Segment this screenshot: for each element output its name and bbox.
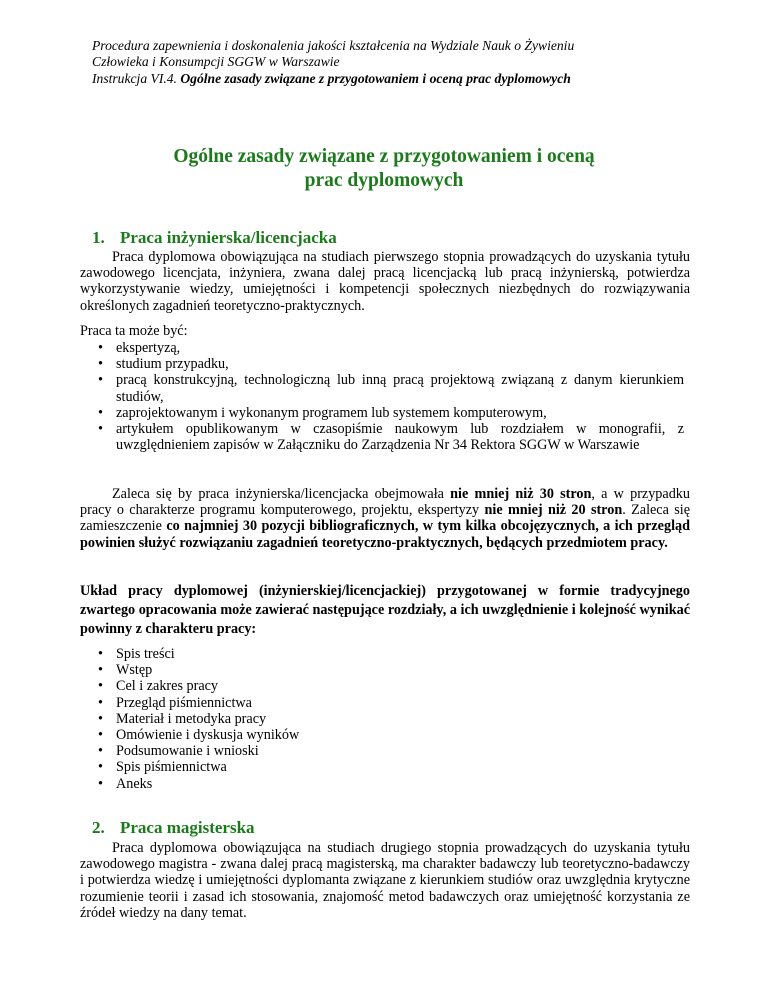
section-2-title: Praca magisterska xyxy=(120,818,255,837)
document-header xyxy=(92,38,712,87)
work-type-item-text: zaprojektowanym i wykonanym programem lub systemem komputerowym, xyxy=(116,404,547,421)
bullet-icon: • xyxy=(98,743,103,760)
chapter-item xyxy=(94,759,684,775)
chapter-item-text: Materiał i metodyka pracy xyxy=(116,710,267,727)
chapter-item xyxy=(94,727,684,743)
rec-bold-2: nie mniej niż 20 stron xyxy=(484,502,623,519)
bullet-icon: • xyxy=(98,662,103,679)
bullet-icon: • xyxy=(98,759,103,776)
chapter-item xyxy=(94,678,684,694)
header-instruction-label: Instrukcja VI.4. xyxy=(92,70,181,86)
rec-bold-3: co najmniej 30 pozycji bibliograficznych, w tym kilka obcojęzycznych, a ich przegląd powinien służyć rozwiązaniu zagadnień teoretyczno-praktycznych, będących przedmiotem pracy. xyxy=(80,518,690,551)
chapter-item-text: Podsumowanie i wnioski xyxy=(116,743,259,760)
bullet-icon: • xyxy=(98,646,103,662)
chapter-item-text: Omówienie i dyskusja wyników xyxy=(116,727,300,744)
title-line-2: prac dyplomowych xyxy=(304,170,464,191)
chapter-item xyxy=(94,695,684,711)
layout-paragraph: Układ pracy dyplomowej (inżynierskiej/licencjackiej) przygotowanej w formie tradycyjnego zwartego opracowania może zawierać następujące rozdziały, a ich uwzględnienie i kolejność wynikać powinny z charakteru pracy: xyxy=(80,583,690,637)
bullet-icon: • xyxy=(98,694,103,711)
section-1-number: 1. xyxy=(92,228,105,247)
work-type-item xyxy=(94,372,684,404)
header-instruction-title: Ogólne zasady związane z przygotowaniem i oceną prac dyplomowych xyxy=(180,70,571,86)
chapter-item xyxy=(94,646,684,662)
header-line-3 xyxy=(92,71,712,87)
section-1-title: Praca inżynierska/licencjacka xyxy=(120,228,337,247)
work-type-item xyxy=(94,405,684,421)
bullet-icon: • xyxy=(98,421,103,438)
work-type-item xyxy=(94,421,684,453)
bullet-icon: • xyxy=(98,372,103,389)
chapter-item-text: Cel i zakres pracy xyxy=(116,678,219,695)
work-type-item-text: artykułem opublikowanym w czasopiśmie naukowym lub rozdziałem w monografii, z uwzględnieniem zapisów w Załączniku do Zarządzenia Nr 34 Rektora SGGW w Warszawie xyxy=(116,421,684,454)
rec-text-3: . Zaleca się zamieszczenie xyxy=(80,502,690,535)
chapter-item xyxy=(94,776,684,792)
work-type-item xyxy=(94,340,684,356)
bullet-icon: • xyxy=(98,775,103,792)
header-line-1: Procedura zapewnienia i doskonalenia jakości kształcenia na Wydziale Nauk o Żywieniu xyxy=(92,38,575,53)
section-2-number: 2. xyxy=(92,818,105,837)
bullet-icon: • xyxy=(98,356,103,373)
section-1-heading xyxy=(92,228,337,248)
recommendation-paragraph xyxy=(80,486,690,551)
bullet-icon: • xyxy=(98,727,103,744)
chapters-list xyxy=(94,646,684,792)
section-2-intro-text: Praca dyplomowa obowiązująca na studiach drugiego stopnia prowadzących do uzyskania tytułu zawodowego magistra - zwana dalej pracą magisterską, ma charakter badawczy lub teoretyczno-badawczy i potwierdza wiedzę i umiejętności dyplomanta związane z kierunkiem studiów oraz uwzględnia krytyczne rozumienie teorii i zasad ich stosowania, znajomość metod badawczych oraz umiejętność korzystania ze źródeł wiedzy na dany temat. xyxy=(80,840,690,921)
bullet-icon: • xyxy=(98,340,103,356)
chapter-item-text: Przegląd piśmiennictwa xyxy=(116,694,252,711)
chapter-item-text: Aneks xyxy=(116,775,153,792)
rec-bold-1: nie mniej niż 30 stron xyxy=(450,486,592,502)
title-line-1: Ogólne zasady związane z przygotowaniem i oceną xyxy=(173,146,595,167)
work-type-item-text: ekspertyzą, xyxy=(116,340,181,356)
rec-text-2: , a w przypadku pracy o charakterze programu komputerowego, projektu, ekspertyzy xyxy=(80,486,690,519)
bullet-icon: • xyxy=(98,404,103,421)
bullet-icon: • xyxy=(98,678,103,695)
work-type-item xyxy=(94,356,684,372)
work-type-item-text: studium przypadku, xyxy=(116,356,229,373)
section-2-intro xyxy=(80,840,690,921)
chapter-item-text: Spis treści xyxy=(116,646,175,662)
chapter-item xyxy=(94,662,684,678)
rec-text-1: Zaleca się by praca inżynierska/licencjacka obejmowała xyxy=(112,486,451,502)
work-type-item-text: pracą konstrukcyjną, technologiczną lub inną pracą projektową związaną z danym kierunkiem studiów, xyxy=(116,372,684,405)
chapter-item xyxy=(94,743,684,759)
chapter-item xyxy=(94,711,684,727)
work-types-list xyxy=(94,340,684,453)
section-2-heading xyxy=(92,818,255,838)
list-lead: Praca ta może być: xyxy=(80,323,188,339)
chapter-item-text: Spis piśmiennictwa xyxy=(116,759,227,776)
document-title xyxy=(0,145,768,193)
section-1-intro-text: Praca dyplomowa obowiązująca na studiach pierwszego stopnia prowadzących do uzyskania tytułu zawodowego licencjata, inżyniera, zwana dalej pracą licencjacką lub pracą inżynierską, potwierdza wykorzystywanie wiedzy, umiejętności i kompetencji społecznych niezbędnych do rozwiązywania określonych zagadnień teoretyczno-praktycznych. xyxy=(80,249,690,314)
section-1-intro xyxy=(80,249,690,314)
bullet-icon: • xyxy=(98,710,103,727)
header-line-2: Człowieka i Konsumpcji SGGW w Warszawie xyxy=(92,54,340,70)
chapter-item-text: Wstęp xyxy=(116,662,153,679)
